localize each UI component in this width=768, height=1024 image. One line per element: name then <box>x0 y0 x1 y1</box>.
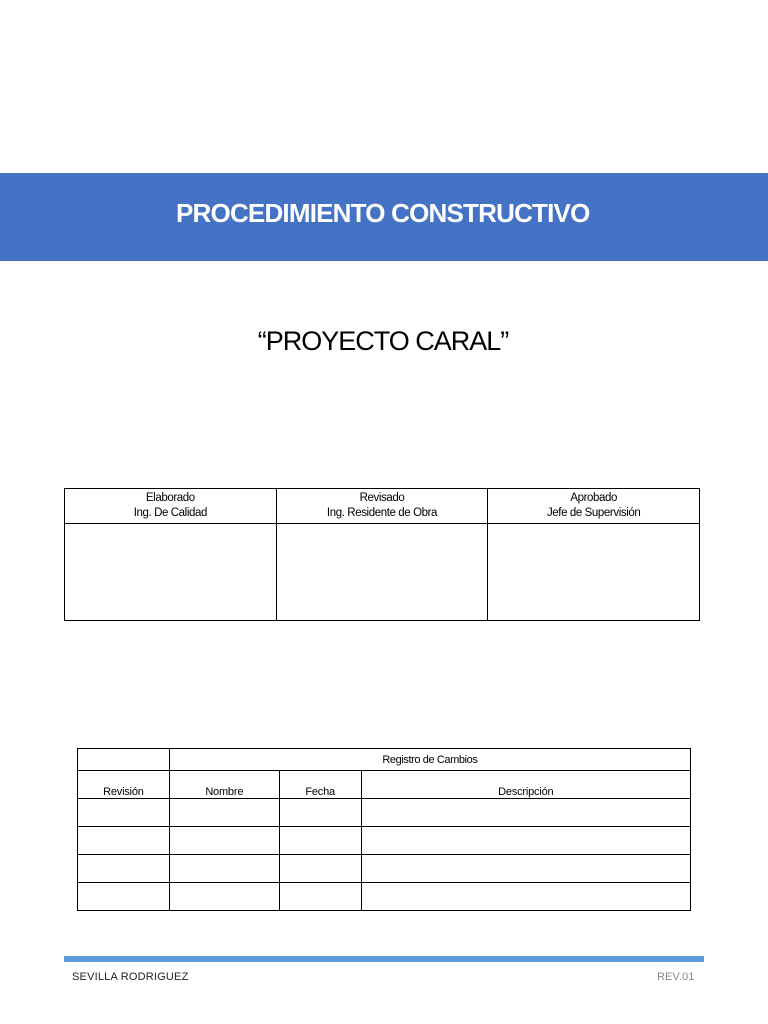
signature-role: Aprobado <box>570 492 617 504</box>
table-cell <box>78 883 170 911</box>
column-header-revision: Revisión <box>78 771 170 799</box>
table-cell <box>78 799 170 827</box>
column-header-descripcion: Descripción <box>361 771 690 799</box>
table-row <box>78 799 691 827</box>
table-cell <box>78 827 170 855</box>
signature-header-elaborado <box>65 489 277 524</box>
signature-position: Ing. Residente de Obra <box>326 507 438 519</box>
signature-position: Jefe de Supervisión <box>546 507 641 519</box>
table-cell <box>78 855 170 883</box>
change-log-corner-cell <box>78 749 170 771</box>
signature-table <box>64 488 700 621</box>
signature-space-revisado <box>276 524 488 621</box>
footer-author: SEVILLA RODRIGUEZ <box>72 971 189 983</box>
signature-header-row <box>65 489 700 524</box>
table-row <box>78 883 691 911</box>
project-title: “PROYECTO CARAL” <box>257 326 509 356</box>
table-cell <box>169 855 279 883</box>
change-log-title: Registro de Cambios <box>169 749 690 771</box>
change-log-table <box>77 748 691 911</box>
change-log-title-row <box>78 749 691 771</box>
table-cell <box>361 855 690 883</box>
column-header-fecha: Fecha <box>279 771 361 799</box>
change-log-header-row <box>78 771 691 799</box>
column-header-nombre: Nombre <box>169 771 279 799</box>
table-cell <box>169 883 279 911</box>
table-cell <box>279 799 361 827</box>
table-cell <box>279 883 361 911</box>
table-cell <box>169 827 279 855</box>
signature-position: Ing. De Calidad <box>133 507 207 519</box>
signature-space-row <box>65 524 700 621</box>
signature-role: Revisado <box>359 492 405 504</box>
signature-space-aprobado <box>488 524 700 621</box>
signature-header-aprobado <box>488 489 700 524</box>
table-row <box>78 855 691 883</box>
signature-role: Elaborado <box>145 492 195 504</box>
table-cell <box>361 799 690 827</box>
table-cell <box>361 827 690 855</box>
table-cell <box>279 827 361 855</box>
table-cell <box>279 855 361 883</box>
signature-space-elaborado <box>65 524 277 621</box>
signature-header-revisado <box>276 489 488 524</box>
table-row <box>78 827 691 855</box>
footer-revision: REV.01 <box>657 971 695 983</box>
footer-divider <box>64 956 704 962</box>
table-cell <box>361 883 690 911</box>
table-cell <box>169 799 279 827</box>
document-title: PROCEDIMIENTO CONSTRUCTIVO <box>176 198 590 228</box>
